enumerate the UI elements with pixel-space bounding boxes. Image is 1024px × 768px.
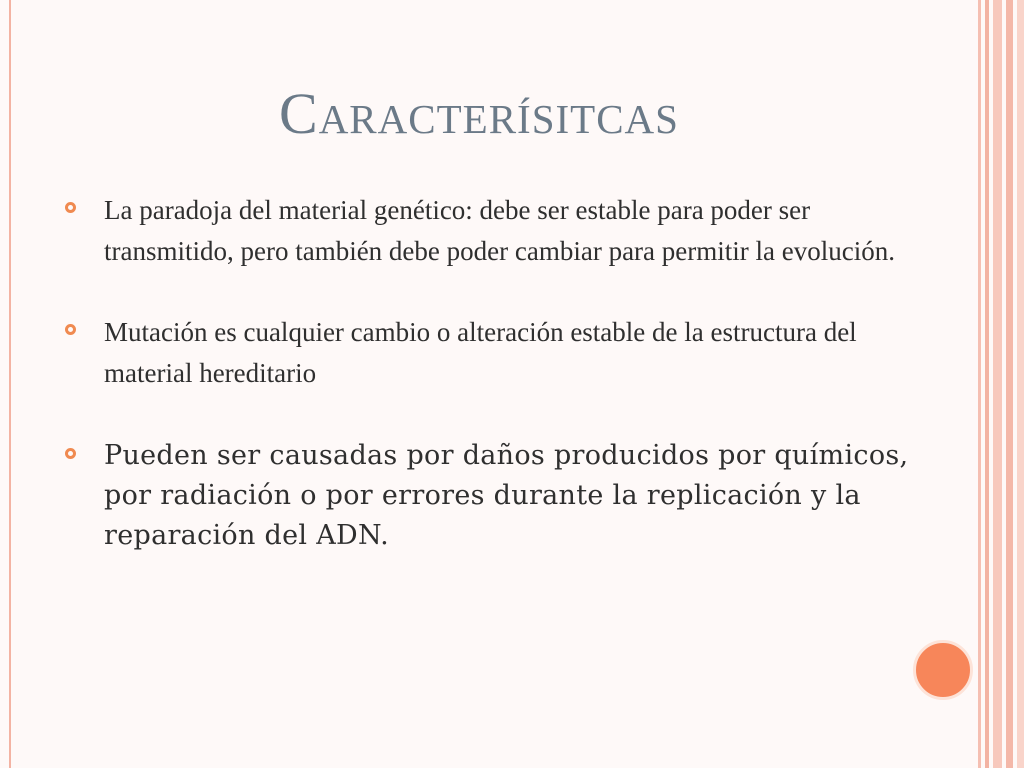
right-stripe [1017,0,1024,768]
orange-circle-decoration [913,640,973,700]
right-stripe [978,0,981,768]
bullet-circle-icon [65,324,76,335]
bullet-circle-icon [65,202,76,213]
bullet-item [62,436,942,556]
bullet-item [62,190,942,272]
bullet-list [62,190,942,556]
bullet-text: Pueden ser causadas por daños producidos por químicos, por radiación o por errores durante la replicación y la reparación del ADN. [104,440,909,551]
bullet-text: Mutación es cualquier cambio o alteración estable de la estructura del material hereditario [104,317,857,388]
right-stripe [993,0,1002,768]
slide-title: Caracterísitcas [279,81,679,146]
right-stripe [985,0,989,768]
bullet-circle-icon [65,448,76,459]
bullet-item [62,312,942,394]
bullet-text: La paradoja del material genético: debe ser estable para poder ser transmitido, pero también debe poder cambiar para permitir la evolución. [104,195,895,266]
right-stripe [1006,0,1013,768]
